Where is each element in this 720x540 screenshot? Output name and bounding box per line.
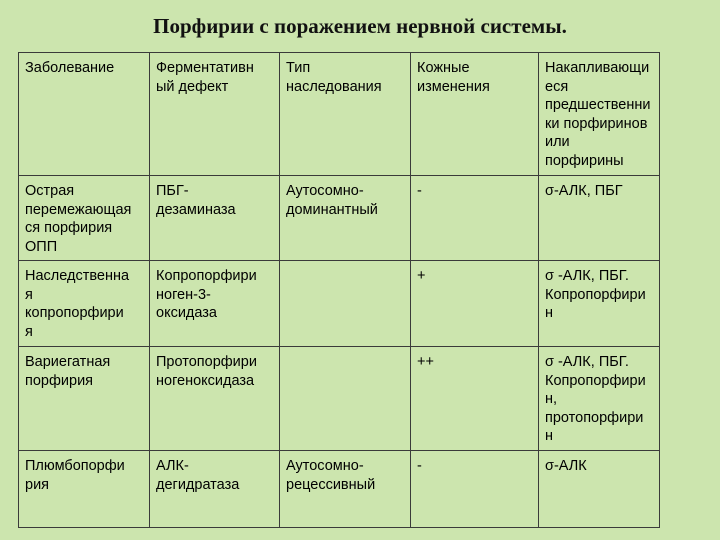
table-cell xyxy=(280,451,411,528)
cell-text: σ-АЛК, ПБГ xyxy=(545,183,623,199)
table-cell xyxy=(19,347,150,451)
table-cell xyxy=(411,261,539,347)
table-cell xyxy=(539,261,660,347)
cell-text: Копропорфири ноген-3- оксидаза xyxy=(156,268,257,321)
header-label: Ферментативн ый дефект xyxy=(156,60,254,95)
cell-text: - xyxy=(417,458,422,474)
cell-text: АЛК- дегидратаза xyxy=(156,458,240,493)
porphyria-table xyxy=(18,52,660,528)
header-label: Тип наследования xyxy=(286,60,382,95)
header-label: Кожные изменения xyxy=(417,60,490,95)
cell-text: Острая перемежающая ся порфирия ОПП xyxy=(25,183,132,255)
page-title: Порфирии с поражением нервной системы. xyxy=(153,14,567,38)
header-cell-skin-changes xyxy=(411,53,539,176)
table-cell xyxy=(411,451,539,528)
cell-text: ПБГ- дезаминаза xyxy=(156,183,236,218)
header-cell-accumulating xyxy=(539,53,660,176)
table-cell xyxy=(150,451,280,528)
table-cell xyxy=(19,176,150,261)
header-cell-disease xyxy=(19,53,150,176)
table-row xyxy=(19,451,660,528)
cell-text: + xyxy=(417,268,426,284)
table-cell xyxy=(539,176,660,261)
table-cell xyxy=(280,176,411,261)
cell-text: σ-АЛК xyxy=(545,458,587,474)
table-cell xyxy=(539,451,660,528)
table-row xyxy=(19,347,660,451)
cell-text: σ -АЛК, ПБГ. Копропорфири н, протопорфири н xyxy=(545,354,646,444)
cell-text: - xyxy=(417,183,422,199)
cell-text: Вариегатная порфирия xyxy=(25,354,111,389)
table-cell xyxy=(411,176,539,261)
table-cell xyxy=(411,347,539,451)
cell-text: σ -АЛК, ПБГ. Копропорфири н xyxy=(545,268,646,321)
table-cell xyxy=(150,261,280,347)
header-label: Накапливающи еся предшественни ки порфиринов или порфирины xyxy=(545,60,651,169)
table-header-row xyxy=(19,53,660,176)
table-cell xyxy=(150,176,280,261)
header-cell-inheritance xyxy=(280,53,411,176)
cell-text: Плюмбопорфи рия xyxy=(25,458,125,493)
cell-text: Аутосомно- рецессивный xyxy=(286,458,376,493)
cell-text: Наследственна я копропорфири я xyxy=(25,268,130,340)
table-cell xyxy=(150,347,280,451)
table-cell xyxy=(280,261,411,347)
header-label: Заболевание xyxy=(25,60,115,76)
cell-text: Аутосомно- доминантный xyxy=(286,183,378,218)
table-cell xyxy=(539,347,660,451)
table-cell xyxy=(19,451,150,528)
table-row xyxy=(19,176,660,261)
cell-text: Протопорфири ногеноксидаза xyxy=(156,354,257,389)
table-row xyxy=(19,261,660,347)
cell-text: ++ xyxy=(417,354,434,370)
table-cell xyxy=(280,347,411,451)
header-cell-enzyme-defect xyxy=(150,53,280,176)
table-cell xyxy=(19,261,150,347)
